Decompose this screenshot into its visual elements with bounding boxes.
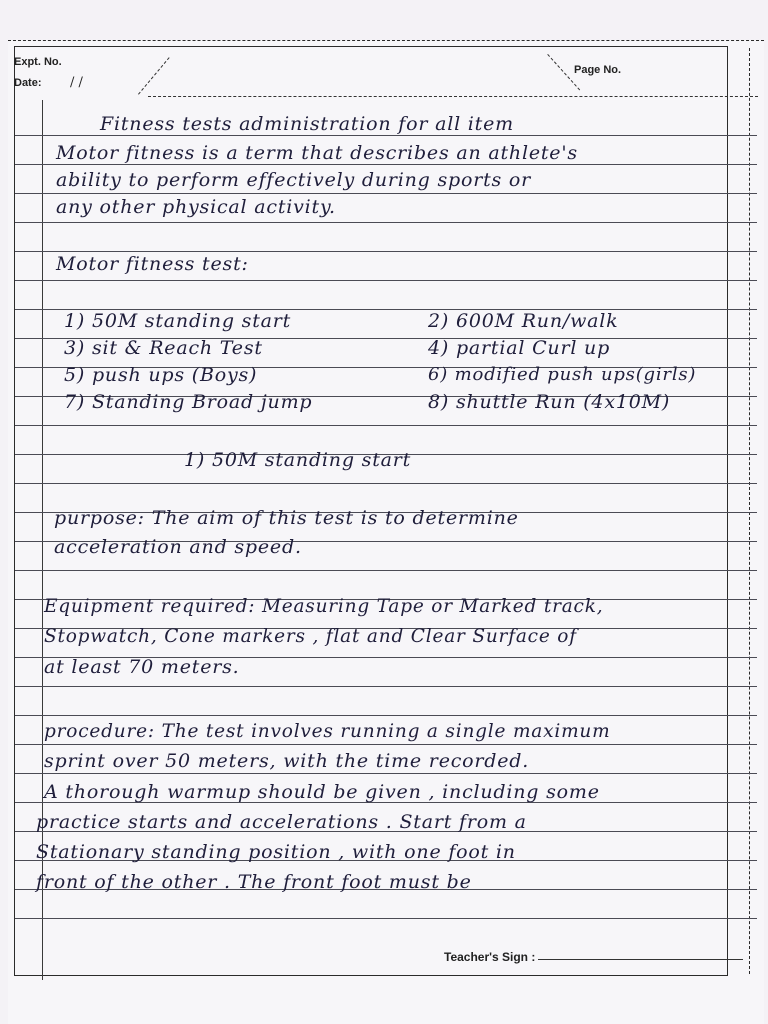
procedure-line-2: sprint over 50 meters, with the time recorded. xyxy=(44,750,530,772)
ruled-line xyxy=(15,715,757,716)
ruled-line xyxy=(15,744,757,745)
expt-no-label: Expt. No. xyxy=(14,56,62,68)
note-title: Fitness tests administration for all item xyxy=(100,113,514,135)
teacher-sign-label: Teacher's Sign : xyxy=(444,950,536,964)
test-item-1: 1) 50M standing start xyxy=(64,310,292,332)
procedure-line-4: practice starts and accelerations . Start from a xyxy=(36,811,527,833)
ruled-line xyxy=(15,918,757,919)
header-bottom-rule xyxy=(148,96,758,97)
test-item-8: 8) shuttle Run (4x10M) xyxy=(428,391,671,413)
equipment-line-2: Stopwatch, Cone markers , flat and Clear Surface of xyxy=(44,626,577,647)
procedure-line-3: A thorough warmup should be given , including some xyxy=(44,781,600,803)
procedure-line-5: Stationary standing position , with one foot in xyxy=(36,841,516,863)
right-dashed-rule xyxy=(749,48,750,974)
ruled-line xyxy=(15,193,757,194)
notebook-page xyxy=(8,40,764,1024)
purpose-line-1: purpose: The aim of this test is to determine xyxy=(54,507,519,529)
date-value: / / xyxy=(70,75,83,90)
procedure-line-6: front of the other . The front foot must be xyxy=(36,871,472,893)
ruled-line xyxy=(15,773,757,774)
ruled-line xyxy=(15,483,757,484)
purpose-line-2: acceleration and speed. xyxy=(54,536,302,558)
ruled-line xyxy=(15,251,757,252)
intro-line-1: Motor fitness is a term that describes an athlete's xyxy=(56,142,578,164)
equipment-line-1: Equipment required: Measuring Tape or Marked track, xyxy=(44,596,604,617)
page-no-label: Page No. xyxy=(574,64,622,76)
test-item-5: 5) push ups (Boys) xyxy=(64,364,258,386)
ruled-line xyxy=(15,570,757,571)
ruled-line xyxy=(15,280,757,281)
test-item-4: 4) partial Curl up xyxy=(428,337,611,359)
test-item-3: 3) sit & Reach Test xyxy=(64,337,263,359)
ruled-line xyxy=(15,135,757,136)
ruled-line xyxy=(15,425,757,426)
ruled-line xyxy=(15,686,757,687)
subheading-50m: 1) 50M standing start xyxy=(184,449,412,471)
ruled-line xyxy=(15,164,757,165)
test-item-2: 2) 600M Run/walk xyxy=(428,310,619,332)
procedure-line-1: procedure: The test involves running a single maximum xyxy=(44,721,611,742)
section-heading: Motor fitness test: xyxy=(56,253,249,275)
equipment-line-3: at least 70 meters. xyxy=(44,656,240,678)
test-item-6: 6) modified push ups(girls) xyxy=(428,364,697,385)
top-dashed-rule xyxy=(8,40,764,41)
date-label: Date: xyxy=(14,77,42,89)
intro-line-3: any other physical activity. xyxy=(56,196,336,218)
teacher-sign-line xyxy=(538,959,743,960)
test-item-7: 7) Standing Broad jump xyxy=(64,391,313,413)
intro-line-2: ability to perform effectively during sports or xyxy=(56,169,532,191)
ruled-line xyxy=(15,222,757,223)
